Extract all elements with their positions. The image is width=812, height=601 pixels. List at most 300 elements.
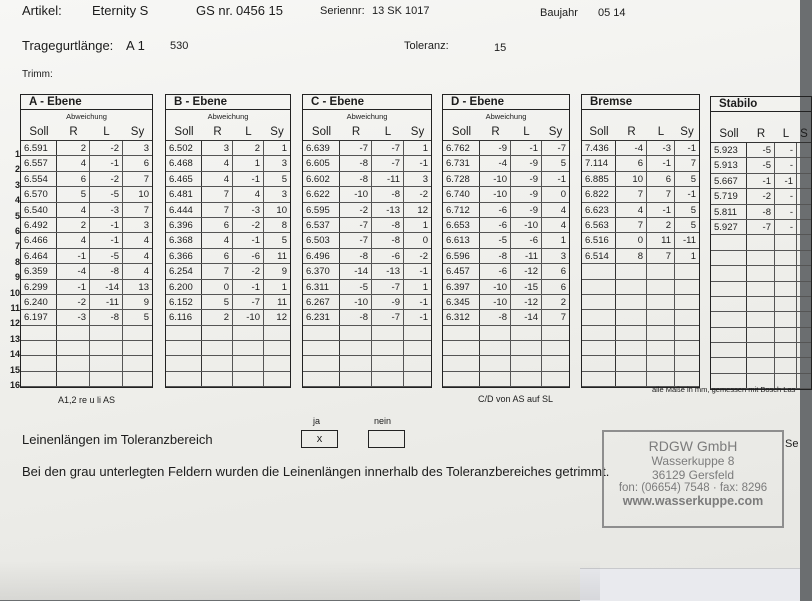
table-cell — [57, 372, 90, 386]
table-cell — [480, 341, 511, 355]
table-cell: -10 — [340, 295, 372, 309]
table-cell — [542, 356, 569, 370]
table-cell: -8 — [90, 264, 123, 278]
table-cell — [202, 372, 233, 386]
table-cell — [647, 310, 675, 324]
table-cell: -1 — [511, 141, 542, 155]
table-row — [443, 341, 569, 356]
table-stabilo — [710, 96, 812, 390]
table-cell: 4 — [202, 233, 233, 247]
table-cell — [616, 326, 647, 340]
table-cell: 5 — [143, 312, 149, 324]
table-row — [21, 233, 152, 248]
table-cell: -6 — [480, 203, 511, 217]
table-row — [582, 141, 699, 156]
table-cell — [443, 372, 480, 386]
table-cell: -12 — [511, 295, 542, 309]
table-cell: -6 — [480, 264, 511, 278]
table-cell — [711, 358, 747, 372]
table-body — [582, 141, 699, 387]
table-cell — [233, 326, 264, 340]
table-cell: 6.444 — [166, 203, 202, 217]
column-header: L — [384, 126, 392, 138]
table-row — [21, 280, 152, 295]
table-cell — [372, 372, 404, 386]
table-row — [443, 141, 569, 156]
table-cell — [747, 328, 775, 342]
table-cell: -10 — [480, 280, 511, 294]
table-cell — [775, 312, 797, 326]
table-cell: -2 — [340, 203, 372, 217]
table-cell: 3 — [143, 143, 149, 154]
table-cell: 6.570 — [21, 187, 57, 201]
table-cell: 6.492 — [21, 218, 57, 232]
artikel-value: Eternity S — [92, 3, 149, 18]
table-cell — [711, 343, 747, 357]
table-row — [443, 326, 569, 341]
table-cell: -11 — [511, 249, 542, 263]
table-cell — [797, 189, 811, 203]
tragegurt-size: A 1 — [126, 38, 145, 53]
column-header: Soll — [719, 128, 739, 140]
table-cell — [21, 326, 57, 340]
table-row — [303, 249, 431, 264]
ja-checkbox[interactable]: x — [301, 430, 338, 448]
table-cell: -8 — [480, 249, 511, 263]
table-cell: 6.496 — [303, 249, 340, 263]
table-cell: 6.345 — [443, 295, 480, 309]
table-cell — [797, 251, 811, 265]
table-cell — [582, 326, 616, 340]
table-row — [443, 280, 569, 295]
table-cell: 3 — [281, 158, 287, 170]
table-cell: 11 — [277, 250, 287, 262]
table-cell: -2 — [233, 264, 264, 278]
table-cell: 6.397 — [443, 280, 480, 294]
table-row — [21, 172, 152, 187]
table-cell: 7 — [143, 173, 149, 185]
table-cell — [57, 326, 90, 340]
table-cell: -9 — [511, 187, 542, 201]
table-row — [21, 141, 152, 156]
table-cell: -15 — [511, 280, 542, 294]
table-cell — [90, 356, 123, 370]
table-cell — [747, 343, 775, 357]
table-cell: 1 — [422, 143, 428, 154]
table-body — [21, 141, 152, 387]
table-cell — [797, 374, 811, 388]
table-cell — [480, 356, 511, 370]
table-cell — [747, 358, 775, 372]
table-cell: 6.602 — [303, 172, 340, 186]
table-cell: -1 — [419, 312, 428, 324]
table-row — [21, 249, 152, 264]
table-header-row — [582, 124, 699, 141]
table-cell: -2 — [233, 218, 264, 232]
column-header: L — [245, 126, 252, 138]
table-row — [443, 264, 569, 279]
table-row — [711, 297, 811, 312]
table-cell: -1 — [419, 266, 428, 278]
serien-value: 13 SK 1017 — [372, 5, 430, 17]
table-row — [303, 156, 431, 171]
table-cell — [264, 372, 290, 386]
table-cell — [511, 356, 542, 370]
table-row — [711, 235, 811, 250]
table-row — [303, 218, 431, 233]
row-number: 11 — [10, 303, 20, 313]
table-cell — [264, 326, 290, 340]
table-cell: -10 — [340, 187, 372, 201]
table-cell: 6.554 — [21, 172, 57, 186]
table-cell: 6.563 — [582, 218, 616, 232]
table-cell — [340, 341, 372, 355]
table-cell: -10 — [480, 295, 511, 309]
table-row — [21, 264, 152, 279]
column-header: R — [756, 128, 766, 140]
table-row — [711, 358, 811, 373]
table-row — [711, 143, 811, 158]
table-cell: 7 — [616, 218, 647, 232]
baujahr-label: Baujahr — [540, 7, 578, 19]
table-cell: 6.540 — [21, 203, 57, 217]
table-cell: -5 — [90, 249, 123, 263]
measure-note: alle Maße in mm, gemessen mit Bosch Las — [652, 385, 796, 394]
table-cell — [443, 356, 480, 370]
a-note: A1,2 re u li AS — [58, 395, 116, 405]
table-cell: -1 — [90, 218, 123, 232]
column-header: R — [351, 126, 361, 138]
table-cell: -2 — [57, 295, 90, 309]
table-cell: 3 — [281, 189, 287, 201]
table-row — [582, 203, 699, 218]
table-cell — [404, 356, 431, 370]
table-cell: -9 — [511, 156, 542, 170]
table-row — [303, 280, 431, 295]
table-cell: 7 — [560, 312, 566, 324]
table-cell: 0 — [616, 233, 647, 247]
table-cell — [775, 282, 797, 296]
table-cell: -7 — [340, 141, 372, 155]
table-cell: - — [775, 158, 797, 172]
table-header-row — [443, 124, 569, 141]
table-cell — [582, 341, 616, 355]
row-number: 10 — [9, 287, 20, 298]
serien-label: Seriennr: — [320, 5, 365, 17]
table-cell: 5 — [560, 158, 566, 170]
table-row — [582, 187, 699, 202]
table-cell: 4 — [560, 204, 566, 216]
table-cell: 5 — [690, 173, 696, 185]
table-cell: 7 — [647, 187, 675, 201]
table-cell — [511, 326, 542, 340]
table-row — [21, 203, 152, 218]
table-row — [443, 249, 569, 264]
table-cell: 2 — [57, 218, 90, 232]
table-cell — [797, 205, 811, 219]
table-row — [711, 343, 811, 358]
table-row — [166, 356, 290, 371]
table-cell: 6.822 — [582, 187, 616, 201]
table-row — [303, 141, 431, 156]
table-cell: 11 — [277, 296, 287, 308]
table-cell: 11 — [647, 233, 675, 247]
row-number: 13 — [9, 333, 20, 344]
table-cell: 4 — [560, 219, 566, 231]
table-row — [21, 372, 152, 387]
table-cell: 6.312 — [443, 310, 480, 324]
table-cell: - — [775, 205, 797, 219]
table-cell — [616, 280, 647, 294]
table-cell: 0 — [202, 280, 233, 294]
table-cell: -1 — [557, 173, 566, 185]
row-number: 5 — [14, 210, 20, 221]
column-header: L — [657, 126, 665, 138]
table-cell: -3 — [90, 203, 123, 217]
table-cell — [90, 341, 123, 355]
table-row — [166, 187, 290, 202]
table-cell — [511, 341, 542, 355]
table-cell: 3 — [560, 250, 566, 262]
table-subheader: Abweichung — [66, 112, 107, 121]
table-cell: -7 — [372, 310, 404, 324]
table-cell: 5 — [57, 187, 90, 201]
table-cell: -6 — [480, 218, 511, 232]
table-row — [166, 372, 290, 387]
table-header-row — [711, 126, 811, 143]
table-cell: 1 — [233, 156, 264, 170]
table-cell — [797, 235, 811, 249]
table-cell — [123, 326, 152, 340]
table-cell: 4 — [616, 203, 647, 217]
table-cell — [303, 326, 340, 340]
table-cell — [647, 295, 675, 309]
toleranz-label: Toleranz: — [404, 40, 449, 52]
column-header: L — [523, 126, 530, 138]
table-cell — [616, 295, 647, 309]
table-cell: 6.503 — [303, 233, 340, 247]
table-cell — [582, 372, 616, 386]
table-cell — [372, 326, 404, 340]
table-cell: 6.591 — [21, 141, 57, 155]
column-header: Sy — [410, 126, 425, 138]
table-cell — [797, 220, 811, 234]
table-cell: -8 — [340, 172, 372, 186]
table-title: D - Ebene — [443, 95, 569, 110]
table-cell: 4 — [143, 266, 149, 278]
table-cell — [264, 356, 290, 370]
table-row — [21, 156, 152, 171]
table-d-ebene — [442, 94, 570, 388]
table-subheader: Abweichung — [485, 112, 527, 121]
table-cell: 9 — [143, 296, 149, 308]
table-cell: -1 — [233, 280, 264, 294]
table-cell — [711, 312, 747, 326]
table-cell: 5 — [281, 235, 287, 247]
table-cell: 4 — [202, 156, 233, 170]
table-cell — [340, 356, 372, 370]
table-cell: -4 — [480, 156, 511, 170]
table-row — [443, 295, 569, 310]
table-cell — [582, 356, 616, 370]
table-cell: 7 — [690, 158, 696, 170]
table-row — [582, 295, 699, 310]
right-edge-text: Se — [785, 438, 799, 450]
table-cell: -7 — [233, 295, 264, 309]
table-title: B - Ebene — [166, 95, 290, 110]
table-cell: 1 — [690, 250, 696, 262]
table-cell: -10 — [480, 172, 511, 186]
table-cell — [166, 372, 202, 386]
table-cell — [747, 266, 775, 280]
table-cell: 7 — [202, 187, 233, 201]
column-header: R — [491, 126, 500, 138]
table-title: C - Ebene — [303, 95, 431, 110]
table-cell: 6.728 — [443, 172, 480, 186]
table-row — [443, 356, 569, 371]
table-cell — [233, 341, 264, 355]
nein-checkbox[interactable] — [368, 430, 405, 448]
table-cell: 6.762 — [443, 141, 480, 155]
table-cell — [647, 326, 675, 340]
table-cell: 6.595 — [303, 203, 340, 217]
table-cell: 7 — [202, 264, 233, 278]
table-row — [21, 310, 152, 325]
stamp-city: 36129 Gersfeld — [651, 468, 735, 482]
table-cell — [616, 264, 647, 278]
table-cell: 3 — [202, 141, 233, 155]
table-cell: -1 — [57, 280, 90, 294]
table-cell — [711, 297, 747, 311]
table-cell: 6.639 — [303, 141, 340, 155]
table-cell: 5.719 — [711, 189, 747, 203]
table-row — [582, 341, 699, 356]
table-cell — [340, 372, 372, 386]
table-cell: 6 — [202, 249, 233, 263]
table-cell — [797, 297, 811, 311]
table-cell: 6.740 — [443, 187, 480, 201]
table-cell: -7 — [372, 141, 404, 155]
table-cell: 6 — [143, 158, 149, 170]
table-cell: 6 — [560, 266, 566, 278]
table-cell — [264, 341, 290, 355]
company-stamp — [602, 430, 784, 528]
table-cell: 6.885 — [582, 172, 616, 186]
table-row — [166, 249, 290, 264]
column-header: Sy — [680, 126, 694, 138]
table-cell — [775, 251, 797, 265]
table-cell: -8 — [747, 205, 775, 219]
table-cell: -5 — [340, 280, 372, 294]
table-body — [711, 143, 811, 389]
table-cell: -10 — [480, 187, 511, 201]
table-row — [303, 310, 431, 325]
table-cell — [202, 356, 233, 370]
table-row — [21, 356, 152, 371]
table-row — [711, 328, 811, 343]
baujahr-value: 05 14 — [598, 7, 626, 19]
table-cell: 9 — [281, 266, 287, 278]
column-header: L — [782, 128, 790, 140]
table-cell: 3 — [422, 173, 428, 185]
table-row — [166, 280, 290, 295]
table-row — [582, 156, 699, 171]
table-cell — [443, 341, 480, 355]
table-cell: 5 — [202, 295, 233, 309]
table-cell: 6.457 — [443, 264, 480, 278]
table-cell: 6.231 — [303, 310, 340, 324]
table-cell — [166, 326, 202, 340]
table-cell — [303, 372, 340, 386]
table-row — [443, 156, 569, 171]
column-header: L — [103, 126, 110, 138]
table-cell: -9 — [372, 295, 404, 309]
table-cell: 6 — [616, 156, 647, 170]
table-cell: -1 — [57, 249, 90, 263]
table-cell: -14 — [90, 280, 123, 294]
table-row — [711, 312, 811, 327]
row-number: 8 — [14, 256, 20, 267]
table-subheader: Abweichung — [346, 112, 388, 121]
cd-note: C/D von AS auf SL — [478, 394, 554, 404]
table-row — [21, 341, 152, 356]
table-header-row — [166, 124, 290, 141]
table-cell — [202, 341, 233, 355]
table-row — [711, 282, 811, 297]
table-cell: -7 — [340, 233, 372, 247]
table-cell: -1 — [90, 156, 123, 170]
table-cell: 5 — [690, 219, 696, 231]
table-cell: 1 — [281, 143, 287, 154]
table-cell — [90, 326, 123, 340]
table-cell: 4 — [57, 203, 90, 217]
table-b-ebene — [165, 94, 291, 388]
table-row — [582, 233, 699, 248]
table-cell — [711, 235, 747, 249]
table-cell — [647, 264, 675, 278]
row-number: 6 — [14, 226, 20, 236]
table-cell: -3 — [233, 203, 264, 217]
table-cell: 5 — [281, 173, 287, 185]
table-cell: -5 — [90, 187, 123, 201]
table-row — [303, 264, 431, 279]
table-cell — [123, 341, 152, 355]
table-cell: -13 — [372, 203, 404, 217]
table-cell — [775, 235, 797, 249]
table-cell: -11 — [682, 235, 696, 247]
toleranz-value: 15 — [494, 42, 507, 54]
row-number: 4 — [14, 195, 20, 206]
table-cell: 5.923 — [711, 143, 747, 157]
gs-label: GS nr. — [196, 3, 233, 18]
table-row — [303, 341, 431, 356]
table-subheader: Abweichung — [207, 112, 249, 121]
table-cell: -9 — [480, 141, 511, 155]
table-row — [303, 356, 431, 371]
table-cell — [582, 264, 616, 278]
table-cell — [57, 356, 90, 370]
table-cell: 6.502 — [166, 141, 202, 155]
table-cell: -13 — [372, 264, 404, 278]
table-row — [166, 326, 290, 341]
table-header-row — [303, 124, 431, 141]
table-cell — [303, 356, 340, 370]
paper-shadow — [0, 560, 600, 600]
table-title: Stabilo — [711, 97, 811, 112]
underlying-sheet — [580, 568, 800, 601]
table-cell — [480, 372, 511, 386]
table-cell — [443, 326, 480, 340]
